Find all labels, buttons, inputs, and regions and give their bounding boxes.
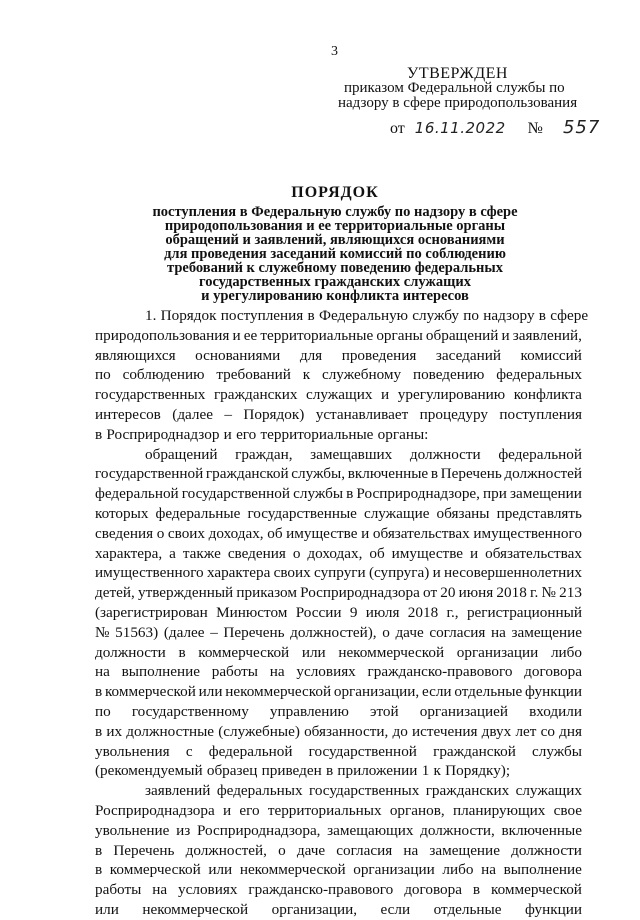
body-word: и xyxy=(232,326,241,344)
body-word: о xyxy=(382,623,390,641)
body-line xyxy=(95,801,582,821)
body-word: 1. xyxy=(145,307,157,324)
body-word: в xyxy=(95,683,103,701)
body-word: Порядку); xyxy=(445,762,511,780)
body-word: служащих xyxy=(515,782,582,800)
body-word: об xyxy=(369,544,385,562)
body-line xyxy=(95,583,582,603)
order-number-sign: № xyxy=(527,120,543,137)
body-word: и xyxy=(501,326,510,344)
body-word: лет xyxy=(515,722,537,740)
body-word: федеральной xyxy=(208,742,293,760)
body-word: либо xyxy=(442,861,474,879)
body-line xyxy=(95,841,582,861)
body-word: замещении xyxy=(510,485,582,503)
body-word: федеральной xyxy=(95,485,179,503)
body-word: гражданской xyxy=(205,465,289,483)
document-body xyxy=(95,306,589,920)
body-word: должностей, xyxy=(185,841,267,859)
body-word: федеральных xyxy=(216,782,303,800)
body-word: некоммерческой xyxy=(142,900,249,918)
body-word: о xyxy=(156,524,165,542)
body-word: регистрационный xyxy=(466,603,582,621)
body-word: в xyxy=(538,307,546,324)
body-word: от xyxy=(423,584,438,602)
body-line xyxy=(95,662,582,682)
body-word: коммерческой xyxy=(491,881,582,899)
body-word: характера xyxy=(206,564,271,582)
body-word: или xyxy=(95,900,119,918)
body-word: федеральные xyxy=(155,504,241,522)
body-word: если xyxy=(380,900,411,918)
body-word: супруги xyxy=(314,564,366,582)
body-word: Росприроднадзоре, xyxy=(356,485,480,503)
body-word: в xyxy=(95,722,103,740)
body-word: детей, xyxy=(95,584,135,602)
approval-line-2: надзору в сфере природопользования xyxy=(338,95,578,111)
body-word: комиссий xyxy=(520,346,582,364)
body-word: Росприроднадзор xyxy=(106,425,220,443)
body-word: свое xyxy=(553,801,582,819)
body-word: для xyxy=(299,346,323,364)
body-word: дня xyxy=(559,722,582,740)
body-word: устанавливает xyxy=(315,405,409,423)
body-word: работы xyxy=(95,881,142,899)
body-line xyxy=(95,880,582,900)
body-word: обязаны xyxy=(436,504,490,522)
body-word: заявлений xyxy=(145,782,211,800)
body-line xyxy=(95,643,582,663)
body-line xyxy=(95,425,582,445)
body-word: природопользования xyxy=(95,326,230,344)
body-word: их xyxy=(106,722,123,740)
body-word: в xyxy=(307,307,315,324)
body-word: в xyxy=(178,643,186,661)
body-word: федеральных xyxy=(496,366,582,384)
body-word: службы xyxy=(293,485,344,503)
body-line xyxy=(95,365,582,385)
body-word: из xyxy=(176,821,191,839)
body-word: территориальные xyxy=(260,425,374,443)
body-word: 213 xyxy=(559,584,582,602)
body-word: обязательствах xyxy=(372,524,470,542)
body-word: обращений xyxy=(145,445,218,463)
approval-title: УТВЕРЖДЕН xyxy=(407,65,508,82)
body-word: № xyxy=(541,584,556,602)
body-word: в xyxy=(430,465,438,483)
body-word: органов, xyxy=(389,801,445,819)
body-line xyxy=(95,682,582,702)
body-word: согласия xyxy=(336,841,393,859)
body-word: отдельные xyxy=(433,900,502,918)
body-word: должности xyxy=(511,841,582,859)
body-line xyxy=(95,405,582,425)
body-word: на xyxy=(403,841,419,859)
body-word: надзору xyxy=(483,307,535,324)
body-word: увольнение xyxy=(95,821,170,839)
body-word: государственной xyxy=(181,485,291,503)
body-word: на xyxy=(481,861,496,879)
body-word: 9 xyxy=(349,603,358,621)
body-word: этой xyxy=(369,702,399,720)
body-word: если xyxy=(421,683,452,701)
body-word: г. xyxy=(529,584,539,602)
body-word: служебному xyxy=(321,366,402,384)
approval-line-1: приказом Федеральной службы по xyxy=(344,80,565,96)
body-line xyxy=(95,603,582,623)
body-word: гражданских xyxy=(213,386,298,404)
body-word: также xyxy=(182,544,221,562)
body-word: приказом xyxy=(236,584,297,602)
body-word: гражданско-правового xyxy=(367,663,513,681)
body-word: в xyxy=(95,861,103,879)
body-word: и xyxy=(470,544,479,562)
body-word: даче xyxy=(395,623,424,641)
page-number: 3 xyxy=(331,44,338,59)
body-word: 2018 xyxy=(407,603,439,621)
body-word: или xyxy=(301,643,326,661)
body-word: а xyxy=(169,544,176,562)
body-word: договора xyxy=(524,663,582,681)
body-word: его xyxy=(239,801,260,819)
body-word: Перечень xyxy=(440,465,502,483)
subtitle-line: государственных гражданских служащих xyxy=(198,274,472,290)
body-word: органы xyxy=(376,326,423,344)
body-word: 1 xyxy=(421,762,430,780)
body-word: процедуру xyxy=(419,405,488,423)
body-word: государственной xyxy=(95,465,204,483)
body-word: основаниями xyxy=(195,346,281,364)
body-word: обязательствах xyxy=(485,544,582,562)
body-word: характера, xyxy=(95,544,163,562)
body-word: образец xyxy=(206,762,258,780)
body-word: проведения xyxy=(341,346,417,364)
body-line xyxy=(95,742,582,762)
body-word: интересов xyxy=(95,405,161,423)
body-word: органы: xyxy=(377,425,429,443)
body-word: конфликта xyxy=(513,386,582,404)
body-word: имущественного xyxy=(95,564,204,582)
body-word: 20 xyxy=(440,584,456,602)
body-word: о xyxy=(292,544,301,562)
body-word: включенные xyxy=(347,465,429,483)
body-word: на xyxy=(95,663,110,681)
body-word: Порядок xyxy=(160,307,217,324)
body-line xyxy=(95,544,582,564)
body-word: гражданско-правового xyxy=(248,881,394,899)
body-line xyxy=(95,326,582,346)
body-word: (служебные) xyxy=(218,722,300,740)
body-word: служащие xyxy=(363,504,430,522)
body-word: территориальные xyxy=(260,326,374,344)
body-word: государственному xyxy=(131,702,249,720)
body-word: со xyxy=(540,722,555,740)
body-word: Федеральную xyxy=(318,307,409,324)
body-line xyxy=(95,504,582,524)
body-word: к xyxy=(302,366,311,384)
body-word: службы, xyxy=(291,465,346,483)
body-word: даче xyxy=(296,841,326,859)
order-date: 16.11.2022 xyxy=(414,119,506,137)
body-word: г., xyxy=(446,603,459,621)
body-word: доходах, xyxy=(307,544,363,562)
body-word: представлять xyxy=(496,504,582,522)
body-word: организации, xyxy=(333,683,420,701)
body-line xyxy=(95,563,582,583)
body-word: 2018 xyxy=(496,584,527,602)
body-word: и xyxy=(223,425,232,443)
body-word: – xyxy=(210,623,218,641)
body-word: поступления xyxy=(499,405,582,423)
body-word: Росприроднадзора xyxy=(300,584,420,602)
body-line xyxy=(95,900,582,920)
body-line xyxy=(95,484,582,504)
body-word: и xyxy=(222,801,232,819)
body-word: гражданских xyxy=(425,782,510,800)
body-word: обязанности, xyxy=(304,722,389,740)
subtitle-line: поступления в Федеральную службу по надзору в сфере xyxy=(152,204,518,220)
body-word: до xyxy=(392,722,408,740)
order-reference xyxy=(390,117,600,138)
body-word: гражданской xyxy=(433,742,516,760)
body-word: Росприроднадзора xyxy=(95,801,215,819)
body-word: урегулированию xyxy=(397,386,506,404)
body-word: требований xyxy=(216,366,291,384)
body-word: – xyxy=(224,405,232,423)
body-word: России xyxy=(295,603,342,621)
body-word: должности xyxy=(95,643,166,661)
body-word: при xyxy=(483,485,507,503)
document-heading xyxy=(120,184,550,303)
body-word: условиях xyxy=(178,881,238,899)
body-word: своих xyxy=(273,564,311,582)
subtitle-line: требований к служебному поведению федеральных xyxy=(167,260,503,276)
body-word: коммерческой xyxy=(104,683,196,701)
body-word: утвержденный xyxy=(137,584,234,602)
body-word: входили xyxy=(529,702,582,720)
body-word: замещавших xyxy=(310,445,393,463)
body-line xyxy=(95,702,582,722)
body-word: которых xyxy=(95,504,149,522)
body-word: сведения xyxy=(95,524,154,542)
body-word: (далее xyxy=(163,623,205,641)
body-word: ее xyxy=(243,326,258,344)
body-line xyxy=(95,464,582,484)
body-word: (далее xyxy=(172,405,213,423)
body-word: об xyxy=(267,524,283,542)
body-line xyxy=(95,623,582,643)
body-word: и xyxy=(381,386,390,404)
order-number: 557 xyxy=(562,117,601,138)
body-word: двух xyxy=(481,722,512,740)
body-word: замещающих xyxy=(327,821,414,839)
body-word: службу xyxy=(412,307,460,324)
body-word: должностей), xyxy=(290,623,377,641)
subtitle-line: природопользования и ее территориальные органы xyxy=(164,218,506,234)
body-word: имуществе xyxy=(286,524,358,542)
body-word: в xyxy=(472,881,481,899)
body-word: условиях xyxy=(296,663,356,681)
body-word: по xyxy=(95,366,111,384)
body-word: организации xyxy=(456,643,539,661)
body-word: граждан, xyxy=(235,445,293,463)
body-word: с xyxy=(185,742,193,760)
body-word: государственных xyxy=(308,782,420,800)
document-title: ПОРЯДОК xyxy=(291,184,379,201)
body-word: о xyxy=(278,841,286,859)
body-word: обращений xyxy=(425,326,499,344)
body-line xyxy=(95,306,589,326)
body-word: на xyxy=(490,623,506,641)
body-word: планирующих xyxy=(452,801,546,819)
body-line xyxy=(95,445,582,465)
body-word: имущественного xyxy=(473,524,582,542)
body-word: включенные xyxy=(501,821,582,839)
body-word: службы xyxy=(532,742,582,760)
body-word: организацией xyxy=(419,702,508,720)
body-word: его xyxy=(236,425,257,443)
body-word: должностные xyxy=(126,722,215,740)
body-word: или xyxy=(198,683,223,701)
body-word: отдельные xyxy=(454,683,523,701)
body-word: сфере xyxy=(550,307,589,324)
body-word: 51563) xyxy=(115,623,159,641)
body-line xyxy=(95,821,582,841)
body-word: Перечень xyxy=(113,841,175,859)
body-word: должности, xyxy=(420,821,495,839)
body-word: № xyxy=(95,623,110,641)
approval-stamp xyxy=(330,66,580,111)
body-word: доходах, xyxy=(208,524,264,542)
body-word: или xyxy=(208,861,233,879)
body-word: несовершеннолетних xyxy=(444,564,582,582)
body-word: и xyxy=(432,564,441,582)
body-word: замещение xyxy=(511,623,582,641)
subtitle-line: и урегулированию конфликта интересов xyxy=(201,288,469,304)
body-word: Росприроднадзора, xyxy=(196,821,321,839)
body-word: по xyxy=(95,702,111,720)
body-word: государственные xyxy=(247,504,357,522)
body-word: на xyxy=(152,881,168,899)
body-line xyxy=(95,761,582,781)
body-word: июля xyxy=(365,603,400,621)
body-word: своих xyxy=(167,524,206,542)
body-word: июня xyxy=(458,584,494,602)
body-word: в xyxy=(95,841,103,859)
body-word: организации xyxy=(353,861,435,879)
body-word: функции xyxy=(525,900,582,918)
body-word: (зарегистрирован xyxy=(95,603,208,621)
body-word: поступления xyxy=(220,307,304,324)
body-word: приложении xyxy=(337,762,418,780)
body-word: (рекомендуемый xyxy=(95,762,203,780)
body-line xyxy=(95,860,582,880)
body-word: Перечень xyxy=(223,623,285,641)
body-word: организации, xyxy=(271,900,358,918)
subtitle-line: обращений и заявлений, являющихся основаниями xyxy=(165,232,505,248)
body-word: выполнение xyxy=(503,861,582,879)
body-word: по xyxy=(463,307,480,324)
body-word: должностей xyxy=(504,465,582,483)
body-word: заявлений, xyxy=(512,326,582,344)
body-word: работы xyxy=(211,663,259,681)
body-line xyxy=(95,722,582,742)
subtitle-line: для проведения заседаний комиссий по соблюдению xyxy=(164,246,506,262)
body-word: к xyxy=(433,762,441,780)
body-line xyxy=(95,524,582,544)
body-line xyxy=(95,385,582,405)
body-word: являющихся xyxy=(95,346,176,364)
body-word: в xyxy=(95,425,103,443)
body-word: федеральной xyxy=(498,445,582,463)
body-word: функции xyxy=(525,683,582,701)
body-word: в xyxy=(346,485,354,503)
body-word: некоммерческой xyxy=(338,643,445,661)
body-word: в xyxy=(325,762,334,780)
body-word: приведен xyxy=(261,762,322,780)
body-word: (супруга) xyxy=(368,564,430,582)
body-word: замещение xyxy=(429,841,500,859)
body-word: на xyxy=(269,663,285,681)
body-word: коммерческой xyxy=(198,643,290,661)
body-word: договора xyxy=(404,881,462,899)
body-word: территориальных xyxy=(267,801,382,819)
body-word: коммерческой xyxy=(109,861,201,879)
document-subtitle xyxy=(120,205,550,303)
body-line xyxy=(95,346,582,366)
body-word: сведения xyxy=(227,544,286,562)
order-date-prefix: от xyxy=(390,120,405,137)
body-word: поведению xyxy=(412,366,485,384)
body-word: либо xyxy=(550,643,582,661)
body-word: истечения xyxy=(411,722,478,740)
body-word: согласия xyxy=(429,623,486,641)
body-word: должности xyxy=(409,445,481,463)
body-word: государственной xyxy=(308,742,417,760)
body-word: увольнения xyxy=(95,742,170,760)
body-word: некоммерческой xyxy=(225,683,332,701)
body-word: некоммерческой xyxy=(239,861,346,879)
body-word: Порядок) xyxy=(243,405,305,423)
body-word: выполнение xyxy=(121,663,200,681)
body-word: соблюдению xyxy=(122,366,205,384)
body-word: имуществе xyxy=(391,544,464,562)
body-line xyxy=(95,781,582,801)
body-word: заседаний xyxy=(435,346,501,364)
body-word: и xyxy=(361,524,370,542)
body-word: Минюстом xyxy=(216,603,288,621)
body-word: управлению xyxy=(269,702,349,720)
body-word: служащих xyxy=(306,386,373,404)
body-word: государственных xyxy=(95,386,206,404)
